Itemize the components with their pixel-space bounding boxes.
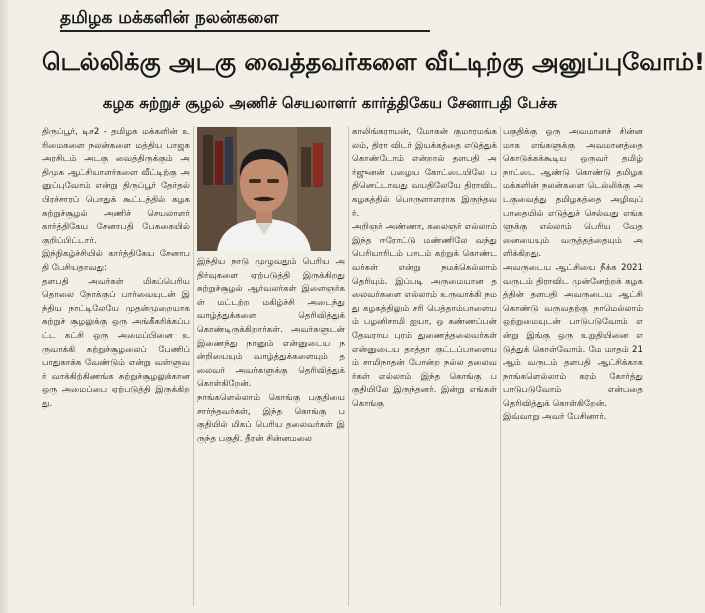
page-edge-shadow: [0, 0, 10, 613]
portrait-illustration: [197, 127, 331, 251]
paragraph: பகுதிக்கு ஒரு அவமானச் சின்னமாக எங்களுக்கு அவமானத்தை கொடுக்கக்கூடிய ஒருவர் தமிழ் நாட்டை ஆண்டு கொண்டு தமிழக மக்களின் நலன்களை டெல்லிக்கு அடகுவைத்து தமிழகத்தை அழிவுப் பாதையில் எடுத்துச் செல்வது எங்களுக்கு எல்லாம் பெரிய வேதனையையும் வருத்தத்தையும் அளிக்கிறது.: [503, 127, 643, 260]
column-divider: [348, 126, 349, 606]
paragraph: நாங்களெல்லாம் கொங்கு பகுதியை சார்ந்தவர்கள், இந்த கொங்கு பகுதியில் மிகப் பெரிய தலைவர்கள் இருந்த பகுதி. தீரன் சின்னமலை: [197, 392, 345, 444]
paragraph: அவருடைய ஆட்சியை நீக்க 2021 வருடம் திராவிட முன்னேற்றக் கழகத்தின் தளபதி அவருடைய ஆட்சி கொண்டு வருவதற்கு நாமெல்லாம் ஒற்றுமையுடன் பாடுபடுவோம் என்று இங்கு ஒரு உறுதியினை எடுத்துக் கொள்வோம். மே மாதம் 21 ஆம் வருடம் தளபதி ஆட்சிக்காக நாங்களெல்லாம் கரம் கோர்த்து பாடுபடுவோம் என்பதை தெரிவித்துக் கொள்கிறேன்.: [503, 262, 643, 409]
paragraph: இந்நிகழ்ச்சியில் கார்த்திகேய சேனாபதி பேசியதாவது:: [42, 249, 190, 273]
paragraph: திருப்பூர், டிச2 - தமிழக மக்களின் உரிமைகளை நலன்களை மத்திய பாஜக அரசிடம் அடகு வைத்திருக்கும் அதிமுக ஆட்சியாளர்களை வீட்டிற்கு அனுப்புவோம் என்று திருப்பூர் தேர்தல் பிரச்சாரப் பொதுக் கூட்டத்தில் கழக சுற்றுச்சூழல் அணிச் செயலாளர் கார்த்திகேய சேனாபதி பேசுகையில் குறிப்பிட்டார்.: [42, 127, 190, 246]
column-2: [197, 256, 345, 613]
paragraph: அறிஞர் அண்ணா, கலைஞர் எல்லாம் இந்த ஈரோட்டு மண்ணிலே வந்து பெரியாரிடம் பாடம் கற்றுக் கொண்டவர்கள் என்று நமக்கெல்லாம் தெரியும். இப்படி அருமையான தலைவர்களை எல்லாம் உருவாக்கி நமது கழகத்திலும் சரி பெத்தாம்பாளையம் பழனிசாமி ஐயா, ஒ கண்ணப்பன் தேவராய புரம் துணைத்தலைவர்கள் என்னுடைய தாத்தா குட்டப்பாளையம் சாமிநாதன் போன்ற நல்ல தலைவர்கள் எல்லாம் இந்த கொங்கு பகுதியிலே இருந்தனர். இன்று எங்கள் கொங்கு: [352, 222, 497, 409]
paragraph: தளபதி அவர்கள் மிகப்பெரிய தொலை நோக்குப் பார்வையுடன் இந்திய நாட்டிலேயே முதன்முறையாக சுற்றுச் சூழலுக்கு ஒரு அங்கீகரிக்கப்பட்ட கட்சி ஒரு அமைப்பினை உருவாக்கி சுற்றுச்சூழலைப் பேணிப் பாதுகாக்க வேண்டும் என்று வள்ளுவர் வாக்கிற்கிணங்க சுற்றுச்சூழலுக்கான ஒரு அமைப்பை ஏற்படுத்தி இருக்கிறது.: [42, 276, 190, 409]
column-1: [42, 126, 190, 613]
column-divider: [193, 126, 194, 606]
column-3: [352, 126, 497, 613]
paragraph: இவ்வாறு அவர் பேசினார்.: [503, 412, 607, 423]
kicker: தமிழக மக்களின் நலன்களை: [60, 6, 430, 32]
column-4: [503, 126, 643, 613]
paragraph: இந்திய நாடு முழுவதும் பெரிய அதிர்வுகளை ஏற்படுத்தி இருக்கிறது சுற்றுச்சூழல் ஆர்வலர்கள் இளைஞர்கள் மட்டற்ற மகிழ்ச்சி அடைந்து வாழ்த்துக்களை தெரிவித்துக் கொண்டிருக்கிறார்கள். அவர்களுடன் இணைந்து நானும் என்னுடைய நன்றியையும் வாழ்த்துக்களையும் தலைவர் அவர்களுக்கு தெரிவித்துக் கொள்கிறேன்.: [197, 257, 345, 390]
column-divider: [500, 126, 501, 606]
subhead: கழக சுற்றுச் சூழல் அணிச் செயலாளர் கார்த்திகேய சேனாபதி பேச்சு: [102, 94, 558, 112]
paragraph: காலிங்கராயன், மோகன் குமாரமங்கலம், திரா விடர் இயக்கத்தை எடுத்துக் கொண்டோம் என்றால் தளபதி அர்ஜுனன் பழைய கோட்டையிலே பதினெட்டாவது வயதிலேயே திராவிட கழகத்தில் பொருளாளராக இருந்தவர்.: [352, 127, 497, 219]
portrait-photo: [197, 127, 331, 251]
headline: டெல்லிக்கு அடகு வைத்தவர்களை வீட்டிற்கு அனுப்புவோம்!: [42, 48, 705, 76]
